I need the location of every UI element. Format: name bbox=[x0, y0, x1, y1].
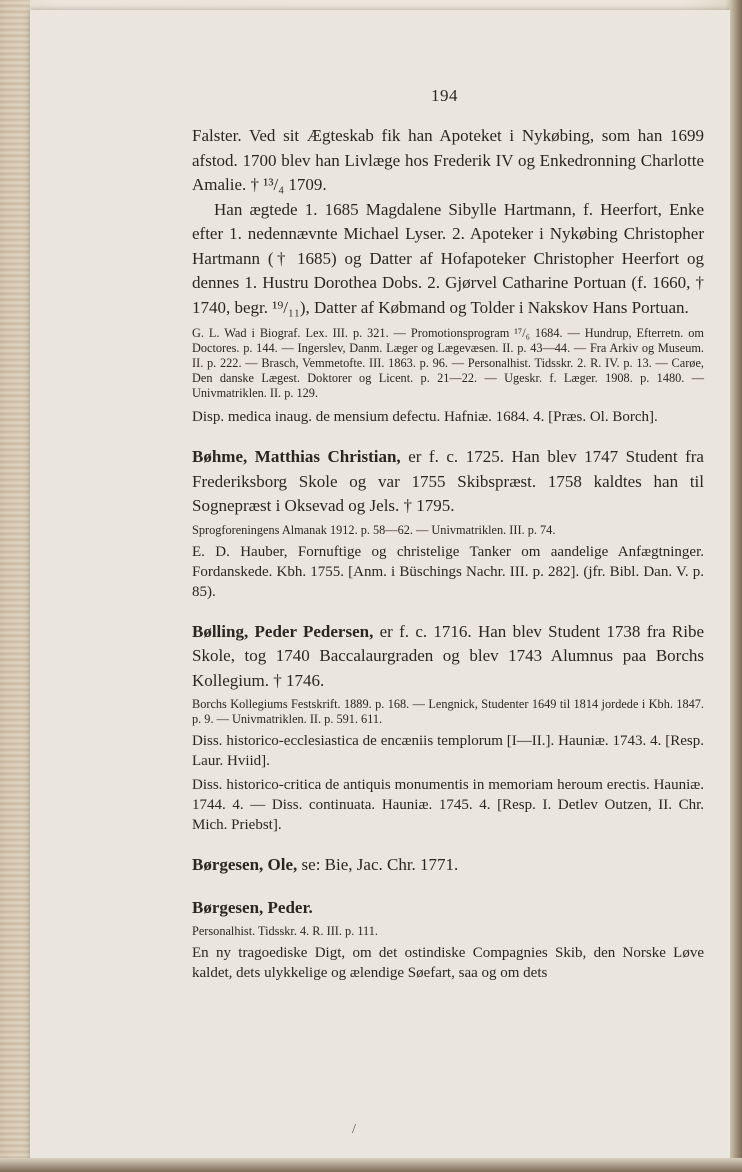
entry-bolling-text: er f. c. 1716. Han blev Student 1738 fra Ribe Skole, tog 1740 Baccalaurgraden og blev 1743 Alumnus paa Borchs Kollegium. † 1746. bbox=[192, 621, 704, 690]
reference-block-4: Personalhist. Tidsskr. 4. R. III. p. 111. bbox=[192, 924, 378, 938]
entry-bolling bbox=[192, 620, 704, 694]
reference-block-3: Borchs Kollegiums Festskrift. 1889. p. 168. — Lengnick, Studenter 1649 til 1814 jordede i Kbh. 1847. p. 9. — Univmatriklen. II. p. 591. 611. bbox=[192, 697, 704, 726]
entry-bohme-text: er f. c. 1725. Han blev 1747 Student fra Frederiksborg Skole og var 1755 Skibspræst. 1758 kaldtes han til Sognepræst i Oksevad og Jels. † 1795. bbox=[192, 447, 704, 515]
entry-borgesen-ole bbox=[192, 853, 704, 878]
paragraph-marriage: Han ægtede 1. 1685 Magdalene Sibylle Hartmann, f. Heerfort, Enke efter 1. nedennævnte Michael Lyser. 2. Apoteker i Nykøbing Christopher Hartmann († 1685) og Datter af Hofapoteker Christopher Heerfort og dennes 1. Hustru Dorothea Dobs. 2. Gjørvel Catharine Portuan (f. 1660, † 1740, begr. ¹⁹/₁₁), Datter af Købmand og Tolder i Nakskov Hans Portuan. bbox=[192, 199, 704, 317]
book-binding-edge bbox=[0, 0, 30, 1172]
publication-encaeniis: Diss. historico-ecclesiastica de encæniis templorum [I—II.]. Hauniæ. 1743. 4. [Resp. Laur. Hviid]. bbox=[192, 733, 704, 769]
paragraph-falster: Falster. Ved sit Ægteskab fik han Apoteket i Nykøbing, som han 1699 afstod. 1700 blev han Livlæge hos Frederik IV og Enkedronning Charlotte Amalie. † ¹³/₄ 1709. bbox=[192, 126, 704, 194]
publication-tragoediske-digt: En ny tragoediske Digt, om det ostindiske Compagnies Skib, den Norske Løve kaldet, dets ulykkelige og ælendige Søefart, saa og om dets bbox=[192, 945, 704, 981]
entry-bolling-heading: Bølling, Peder Pedersen, bbox=[192, 621, 374, 641]
entry-bohme-heading: Bøhme, Matthias Christian, bbox=[192, 447, 401, 466]
publication-hauber: E. D. Hauber, Fornuftige og christelige Tanker om aandelige Anfægtninger. Fordanskede. Kbh. 1755. [Anm. i Büschings Nachr. III. p. 282]. (jfr. Bibl. Dan. V. p. 85). bbox=[192, 543, 704, 600]
publication-monumentis: Diss. historico-critica de antiquis monumentis in memoriam heroum erectis. Hauniæ. 1744. 4. — Diss. continuata. Hauniæ. 1745. 4. [Resp. I. Detlev Outzen, II. Chr. Mich. Priebst]. bbox=[192, 777, 704, 833]
publication-disp-medica: Disp. medica inaug. de mensium defectu. Hafniæ. 1684. 4. [Præs. Ol. Borch]. bbox=[192, 409, 658, 425]
footer-mark: / bbox=[352, 1122, 356, 1137]
entry-borgesen-ole-text: se: Bie, Jac. Chr. 1771. bbox=[297, 855, 459, 874]
reference-block-1: G. L. Wad i Biograf. Lex. III. p. 321. — Promotionsprogram ¹⁷/₆ 1684. — Hundrup, Efterretn. om Doctores. p. 144. — Ingerslev, Danm. Læger og Lægevæsen. II. p. 43—44. — Fra Arkiv og Museum. II. p. 222. — Brasch, Vemmetofte. III. 1863. p. 96. — Personalhist. Tidsskr. 2. R. IV. p. 13. — Carøe, Den danske Lægest. Doktorer og Licent. p. 21—22. — Ugeskr. f. Læger. 1908. p. 1480. — Univmatriklen. II. p. 129. bbox=[192, 326, 704, 400]
entry-borgesen-peder-heading: Børgesen, Peder. bbox=[192, 897, 313, 917]
page-content bbox=[192, 124, 704, 983]
page-bottom-edge bbox=[0, 1158, 742, 1172]
page-number: 194 bbox=[431, 86, 458, 105]
entry-borgesen-ole-heading: Børgesen, Ole, bbox=[192, 855, 298, 874]
reference-block-2: Sprogforeningens Almanak 1912. p. 58—62. — Univmatriklen. III. p. 74. bbox=[192, 522, 556, 537]
page-right-edge bbox=[730, 0, 742, 1172]
entry-bohme bbox=[192, 445, 704, 519]
